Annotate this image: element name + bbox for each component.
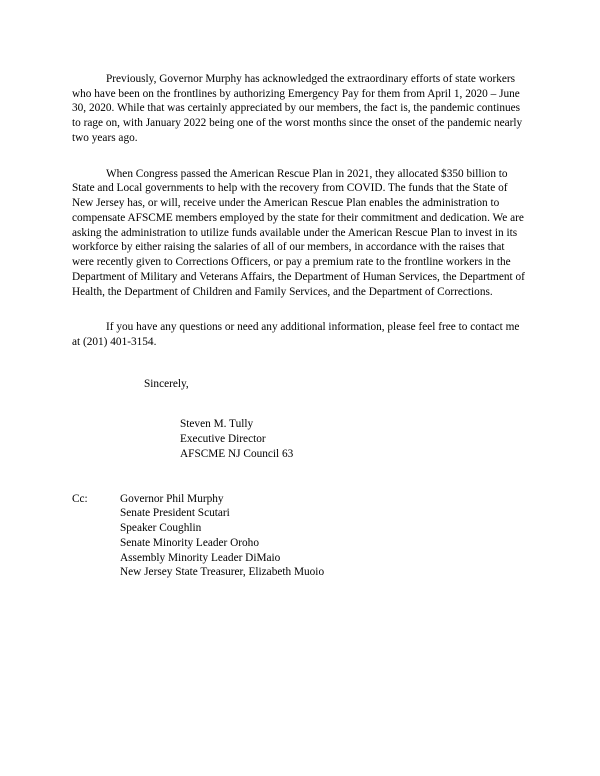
cc-recipient-list (120, 492, 528, 580)
cc-label: Cc: (72, 492, 88, 505)
list-item: Speaker Coughlin (120, 522, 202, 535)
signer-name: Steven M. Tully (180, 418, 254, 431)
letter-body (72, 72, 528, 350)
signature-spacer-2 (72, 407, 528, 417)
list-item: New Jersey State Treasurer, Elizabeth Muoio (120, 566, 325, 579)
signer-organization: AFSCME NJ Council 63 (180, 447, 294, 460)
paragraph-2: When Congress passed the American Rescue Plan in 2021, they allocated $350 billion to State and Local governments to help with the recovery from COVID. The funds that the State of New Jersey has, or will, receive under the American Rescue Plan enables the administration to compensate AFSCME members employed by the state for their commitment and dedication. We are asking the administration to utilize funds available under the American Rescue Plan to invest in its workforce by either raising the salaries of all of our members, in accordance with the raises that were recently given to Corrections Officers, or pay a premium rate to the frontline workers in the Department of Military and Veterans Affairs, the Department of Human Services, the Department of Health, the Department of Children and Family Services, and the Department of Corrections. (72, 167, 525, 298)
paragraph-spacer (72, 310, 528, 320)
list-item: Senate Minority Leader Oroho (120, 536, 259, 549)
signer-title: Executive Director (180, 433, 266, 446)
paragraph-3: If you have any questions or need any additional information, please feel free to contact me at (201) 401-3154. (72, 321, 520, 349)
closing-salutation: Sincerely, (144, 377, 189, 390)
list-item: Governor Phil Murphy (120, 492, 224, 505)
paragraph-1: Previously, Governor Murphy has acknowledged the extraordinary efforts of state workers who have been on the frontlines by authorizing Emergency Pay for them from April 1, 2020 – June 30, 2020. While that was certainly appreciated by our members, the fact is, the pandemic continues to rage on, with January 2022 being one of the worst months since the onset of the pandemic nearly two years ago. (72, 73, 523, 144)
cc-block (72, 492, 528, 580)
signature-spacer (72, 391, 528, 407)
paragraph-spacer (72, 157, 528, 167)
list-item: Assembly Minority Leader DiMaio (120, 551, 281, 564)
signature-block (180, 417, 528, 461)
closing-spacer (72, 361, 528, 377)
list-item: Senate President Scutari (120, 507, 230, 520)
